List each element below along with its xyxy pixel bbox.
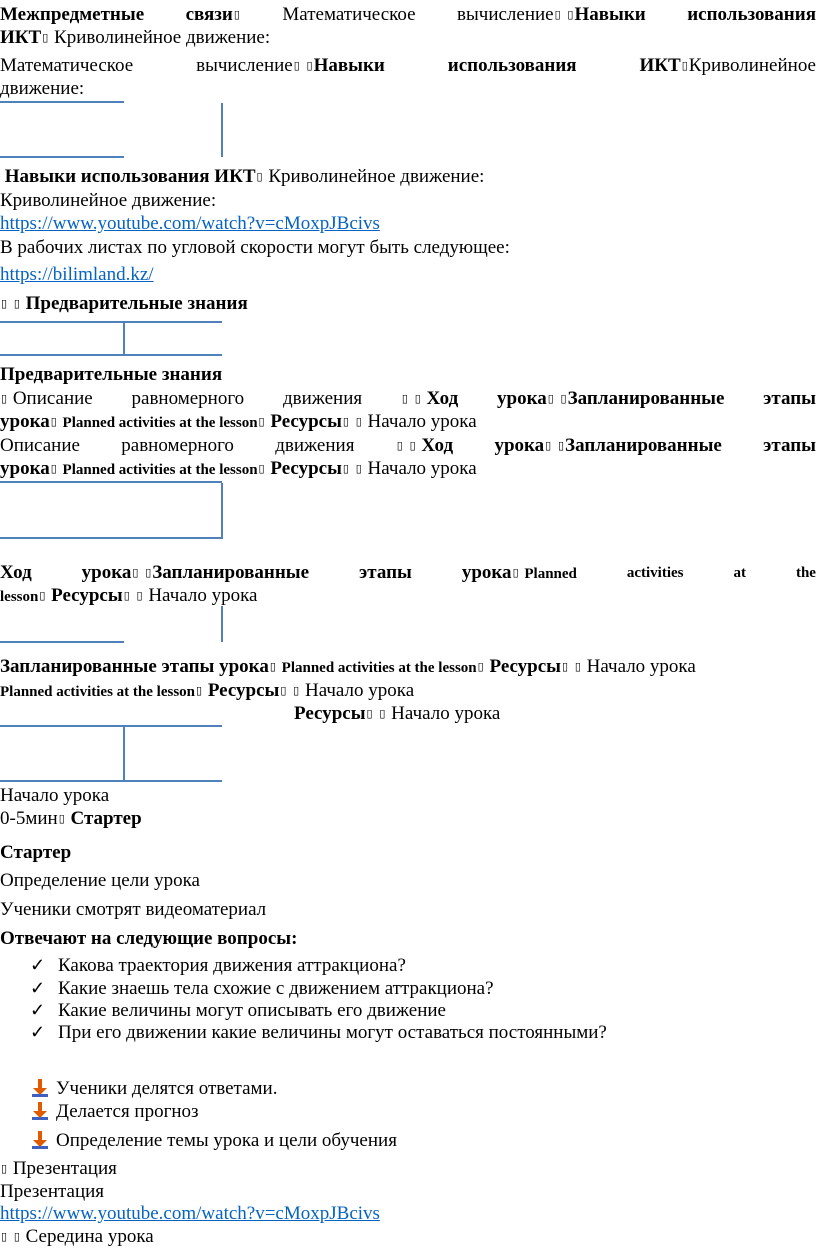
- placeholder-box-icon: ▯: [196, 685, 203, 697]
- placeholder-box-icon: ▯: [554, 9, 561, 21]
- placeholder-box-icon: ▯: [342, 463, 349, 475]
- placeholder-box-icon: ▯: [545, 440, 552, 452]
- table-rule: [123, 727, 125, 781]
- checkmark-icon: ✓: [30, 1022, 46, 1042]
- bilimland-link[interactable]: https://bilimland.kz/: [0, 264, 154, 285]
- text-line-18: Запланированные этапы урока▯ Planned activities at the lesson▯ Ресурсы▯ ▯ Начало урока: [0, 656, 696, 677]
- table-rule: [123, 323, 125, 355]
- text-line-9: [0, 264, 816, 286]
- table-rule: [0, 641, 124, 643]
- text-line-19: Planned activities at the lesson▯ Ресурсы▯ ▯ Начало урока: [0, 680, 415, 701]
- placeholder-box-icon: ▯: [39, 590, 46, 602]
- text-line-10: ▯ ▯ Предварительные знания: [1, 293, 248, 314]
- placeholder-box-icon: ▯: [574, 661, 581, 673]
- placeholder-box-icon: ▯: [258, 463, 265, 475]
- text-line-20: Ресурсы▯ ▯ Начало урока: [294, 703, 501, 724]
- placeholder-box-icon: ▯: [13, 298, 20, 310]
- down-arrow-bullet-icon: [30, 1102, 56, 1120]
- placeholder-box-icon: ▯: [1, 1163, 8, 1175]
- list-item: ✓ Какие величины могут описывать его движение: [30, 1000, 446, 1021]
- text-line-26: Отвечают на следующие вопросы:: [0, 928, 298, 949]
- table-rule: [221, 483, 223, 539]
- placeholder-box-icon: ▯: [145, 567, 152, 579]
- text-line-25: Ученики смотрят видеоматериал: [0, 899, 267, 920]
- text-line-13: урока▯ Planned activities at the lesson▯ Ресурсы▯ ▯ Начало урока: [0, 411, 477, 432]
- placeholder-box-icon: ▯: [366, 708, 373, 720]
- placeholder-box-icon: ▯: [1, 393, 8, 405]
- text-line-12: ▯ Описание равномерного движения ▯ ▯ Ход урока▯ ▯Запланированные этапы: [1, 388, 816, 409]
- checkmark-icon: ✓: [30, 955, 46, 975]
- placeholder-box-icon: ▯: [396, 440, 403, 452]
- placeholder-box-icon: ▯: [136, 590, 143, 602]
- placeholder-box-icon: ▯: [1, 298, 8, 310]
- text-line-24: Определение цели урока: [0, 870, 200, 891]
- placeholder-box-icon: ▯: [293, 60, 300, 72]
- text-line-17: lesson▯ Ресурсы▯ ▯ Начало урока: [0, 585, 258, 606]
- text-line-3: Математическое вычисление▯ ▯Навыки использования ИКТ▯Криволинейное: [0, 55, 816, 76]
- placeholder-box-icon: ▯: [1, 1231, 8, 1243]
- text-line-1: Межпредметные связи▯ Математическое вычисление▯ ▯Навыки использования: [0, 4, 816, 25]
- text-line-5: Навыки использования ИКТ▯ Криволинейное движение:: [4, 166, 485, 187]
- checkmark-icon: ✓: [30, 978, 46, 998]
- list-item: ✓ При его движении какие величины могут оставаться постоянными?: [30, 1022, 607, 1043]
- text-line-36: [0, 1203, 816, 1225]
- placeholder-box-icon: ▯: [342, 416, 349, 428]
- placeholder-box-icon: ▯: [42, 32, 49, 44]
- placeholder-box-icon: ▯: [401, 393, 408, 405]
- placeholder-box-icon: ▯: [681, 60, 688, 72]
- table-rule: [0, 780, 222, 782]
- placeholder-box-icon: ▯: [123, 590, 130, 602]
- text-line-37: ▯ ▯ Середина урока: [1, 1226, 154, 1247]
- placeholder-box-icon: ▯: [414, 393, 421, 405]
- placeholder-box-icon: ▯: [13, 1231, 20, 1243]
- text-line-2: ИКТ▯ Криволинейное движение:: [0, 27, 271, 48]
- placeholder-box-icon: ▯: [355, 416, 362, 428]
- placeholder-box-icon: ▯: [132, 567, 139, 579]
- checkmark-icon: ✓: [30, 1000, 46, 1020]
- placeholder-box-icon: ▯: [567, 9, 574, 21]
- placeholder-box-icon: ▯: [293, 685, 300, 697]
- list-item: Определение темы урока и цели обучения: [30, 1130, 397, 1152]
- down-arrow-bullet-icon: [30, 1079, 56, 1097]
- placeholder-box-icon: ▯: [233, 9, 240, 21]
- text-line-8: В рабочих листах по угловой скорости могут быть следующее:: [0, 237, 510, 258]
- text-line-21: Начало урока: [0, 785, 110, 806]
- placeholder-box-icon: ▯: [50, 463, 57, 475]
- table-rule: [0, 101, 124, 103]
- text-line-11: Предварительные знания: [0, 364, 223, 385]
- text-line-14: Описание равномерного движения ▯ ▯ Ход урока▯ ▯Запланированные этапы: [0, 435, 816, 456]
- list-item: ✓ Какова траектория движения аттракциона?: [30, 955, 406, 976]
- text-line-4: движение:: [0, 78, 85, 99]
- placeholder-box-icon: ▯: [280, 685, 287, 697]
- list-item: Делается прогноз: [30, 1101, 199, 1123]
- text-line-34: ▯ Презентация: [1, 1158, 117, 1179]
- text-line-35: Презентация: [0, 1181, 105, 1202]
- table-rule: [0, 537, 222, 539]
- placeholder-box-icon: ▯: [409, 440, 416, 452]
- list-item: Ученики делятся ответами.: [30, 1078, 277, 1100]
- placeholder-box-icon: ▯: [477, 661, 484, 673]
- youtube-link[interactable]: https://www.youtube.com/watch?v=cMoxpJBcivs: [0, 213, 380, 234]
- table-rule: [221, 606, 223, 642]
- placeholder-box-icon: ▯: [269, 661, 276, 673]
- table-rule: [221, 103, 223, 157]
- placeholder-box-icon: ▯: [512, 567, 519, 579]
- text-line-16: Ход урока▯ ▯Запланированные этапы урока▯ Planned activities at the: [0, 562, 816, 583]
- placeholder-box-icon: ▯: [560, 393, 567, 405]
- placeholder-box-icon: ▯: [547, 393, 554, 405]
- placeholder-box-icon: ▯: [50, 416, 57, 428]
- text-line-6: Криволинейное движение:: [0, 190, 217, 211]
- table-rule: [0, 321, 222, 323]
- placeholder-box-icon: ▯: [256, 171, 263, 183]
- placeholder-box-icon: ▯: [562, 661, 569, 673]
- placeholder-box-icon: ▯: [306, 60, 313, 72]
- placeholder-box-icon: ▯: [58, 813, 65, 825]
- table-rule: [0, 481, 222, 483]
- text-line-23: Стартер: [0, 842, 72, 863]
- down-arrow-bullet-icon: [30, 1131, 56, 1149]
- text-line-7: [0, 213, 816, 235]
- youtube-link[interactable]: https://www.youtube.com/watch?v=cMoxpJBcivs: [0, 1203, 380, 1224]
- table-rule: [0, 156, 124, 158]
- placeholder-box-icon: ▯: [355, 463, 362, 475]
- list-item: ✓ Какие знаешь тела схожие с движением аттракциона?: [30, 978, 494, 999]
- placeholder-box-icon: ▯: [258, 416, 265, 428]
- text-line-15: урока▯ Planned activities at the lesson▯ Ресурсы▯ ▯ Начало урока: [0, 458, 477, 479]
- placeholder-box-icon: ▯: [557, 440, 565, 452]
- table-rule: [0, 725, 222, 727]
- table-rule: [0, 354, 222, 356]
- text-line-22: 0-5мин▯ Стартер: [0, 808, 142, 829]
- placeholder-box-icon: ▯: [379, 708, 386, 720]
